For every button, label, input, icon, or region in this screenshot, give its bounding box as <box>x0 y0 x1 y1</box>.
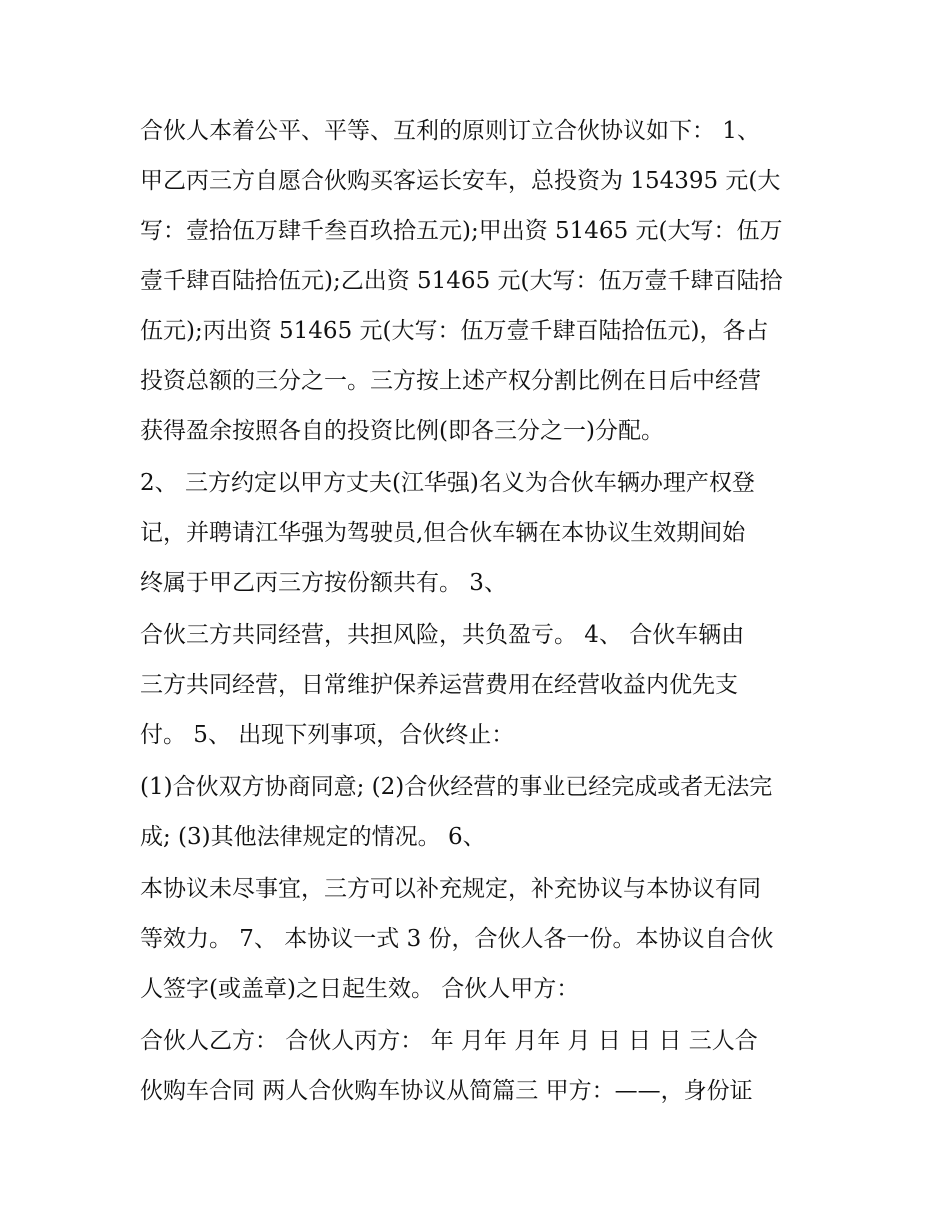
text-line-10: 终属于甲乙丙三方按份额共有。 3、 <box>140 570 507 596</box>
text-line-9: 记，并聘请江华强为驾驶员,但合伙车辆在本协议生效期间始 <box>140 520 746 546</box>
text-line-18: 人签字(或盖章)之日起生效。 合伙人甲方： <box>140 976 580 1002</box>
text-line-12: 三方共同经营，日常维护保养运营费用在经营收益内优先支 <box>140 672 738 698</box>
text-line-1: 合伙人本着公平、平等、互利的原则订立合伙协议如下： 1、 <box>140 118 760 144</box>
text-line-13: 付。 5、 出现下列事项，合伙终止： <box>140 722 515 748</box>
text-line-19: 合伙人乙方： 合伙人丙方： 年 月年 月年 月 日 日 日 三人合 <box>140 1028 758 1054</box>
text-line-4: 壹千肆百陆拾伍元);乙出资 51465 元(大写：伍万壹千肆百陆拾 <box>140 268 783 294</box>
text-line-15: 成; (3)其他法律规定的情况。 6、 <box>140 824 486 850</box>
text-line-8: 2、 三方约定以甲方丈夫(江华强)名义为合伙车辆办理产权登 <box>140 470 755 496</box>
text-line-3: 写：壹拾伍万肆千叁百玖拾五元);甲出资 51465 元(大写：伍万 <box>140 218 783 244</box>
text-line-7: 获得盈余按照各自的投资比例(即各三分之一)分配。 <box>140 418 664 444</box>
text-line-5: 伍元);丙出资 51465 元(大写：伍万壹千肆百陆拾伍元)，各占 <box>140 318 769 344</box>
text-line-6: 投资总额的三分之一。三方按上述产权分割比例在日后中经营 <box>140 368 761 394</box>
text-line-17: 等效力。 7、 本协议一式 3 份，合伙人各一份。本协议自合伙 <box>140 926 774 952</box>
text-line-11: 合伙三方共同经营，共担风险，共负盈亏。 4、 合伙车辆由 <box>140 622 745 648</box>
text-line-2: 甲乙丙三方自愿合伙购买客运长安车，总投资为 154395 元(大 <box>140 168 781 194</box>
text-line-16: 本协议未尽事宜，三方可以补充规定，补充协议与本协议有同 <box>140 876 761 902</box>
text-line-20: 伙购车合同 两人合伙购车协议从简篇三 甲方：——，身份证 <box>140 1078 753 1104</box>
text-line-14: (1)合伙双方协商同意; (2)合伙经营的事业已经完成或者无法完 <box>140 774 773 800</box>
